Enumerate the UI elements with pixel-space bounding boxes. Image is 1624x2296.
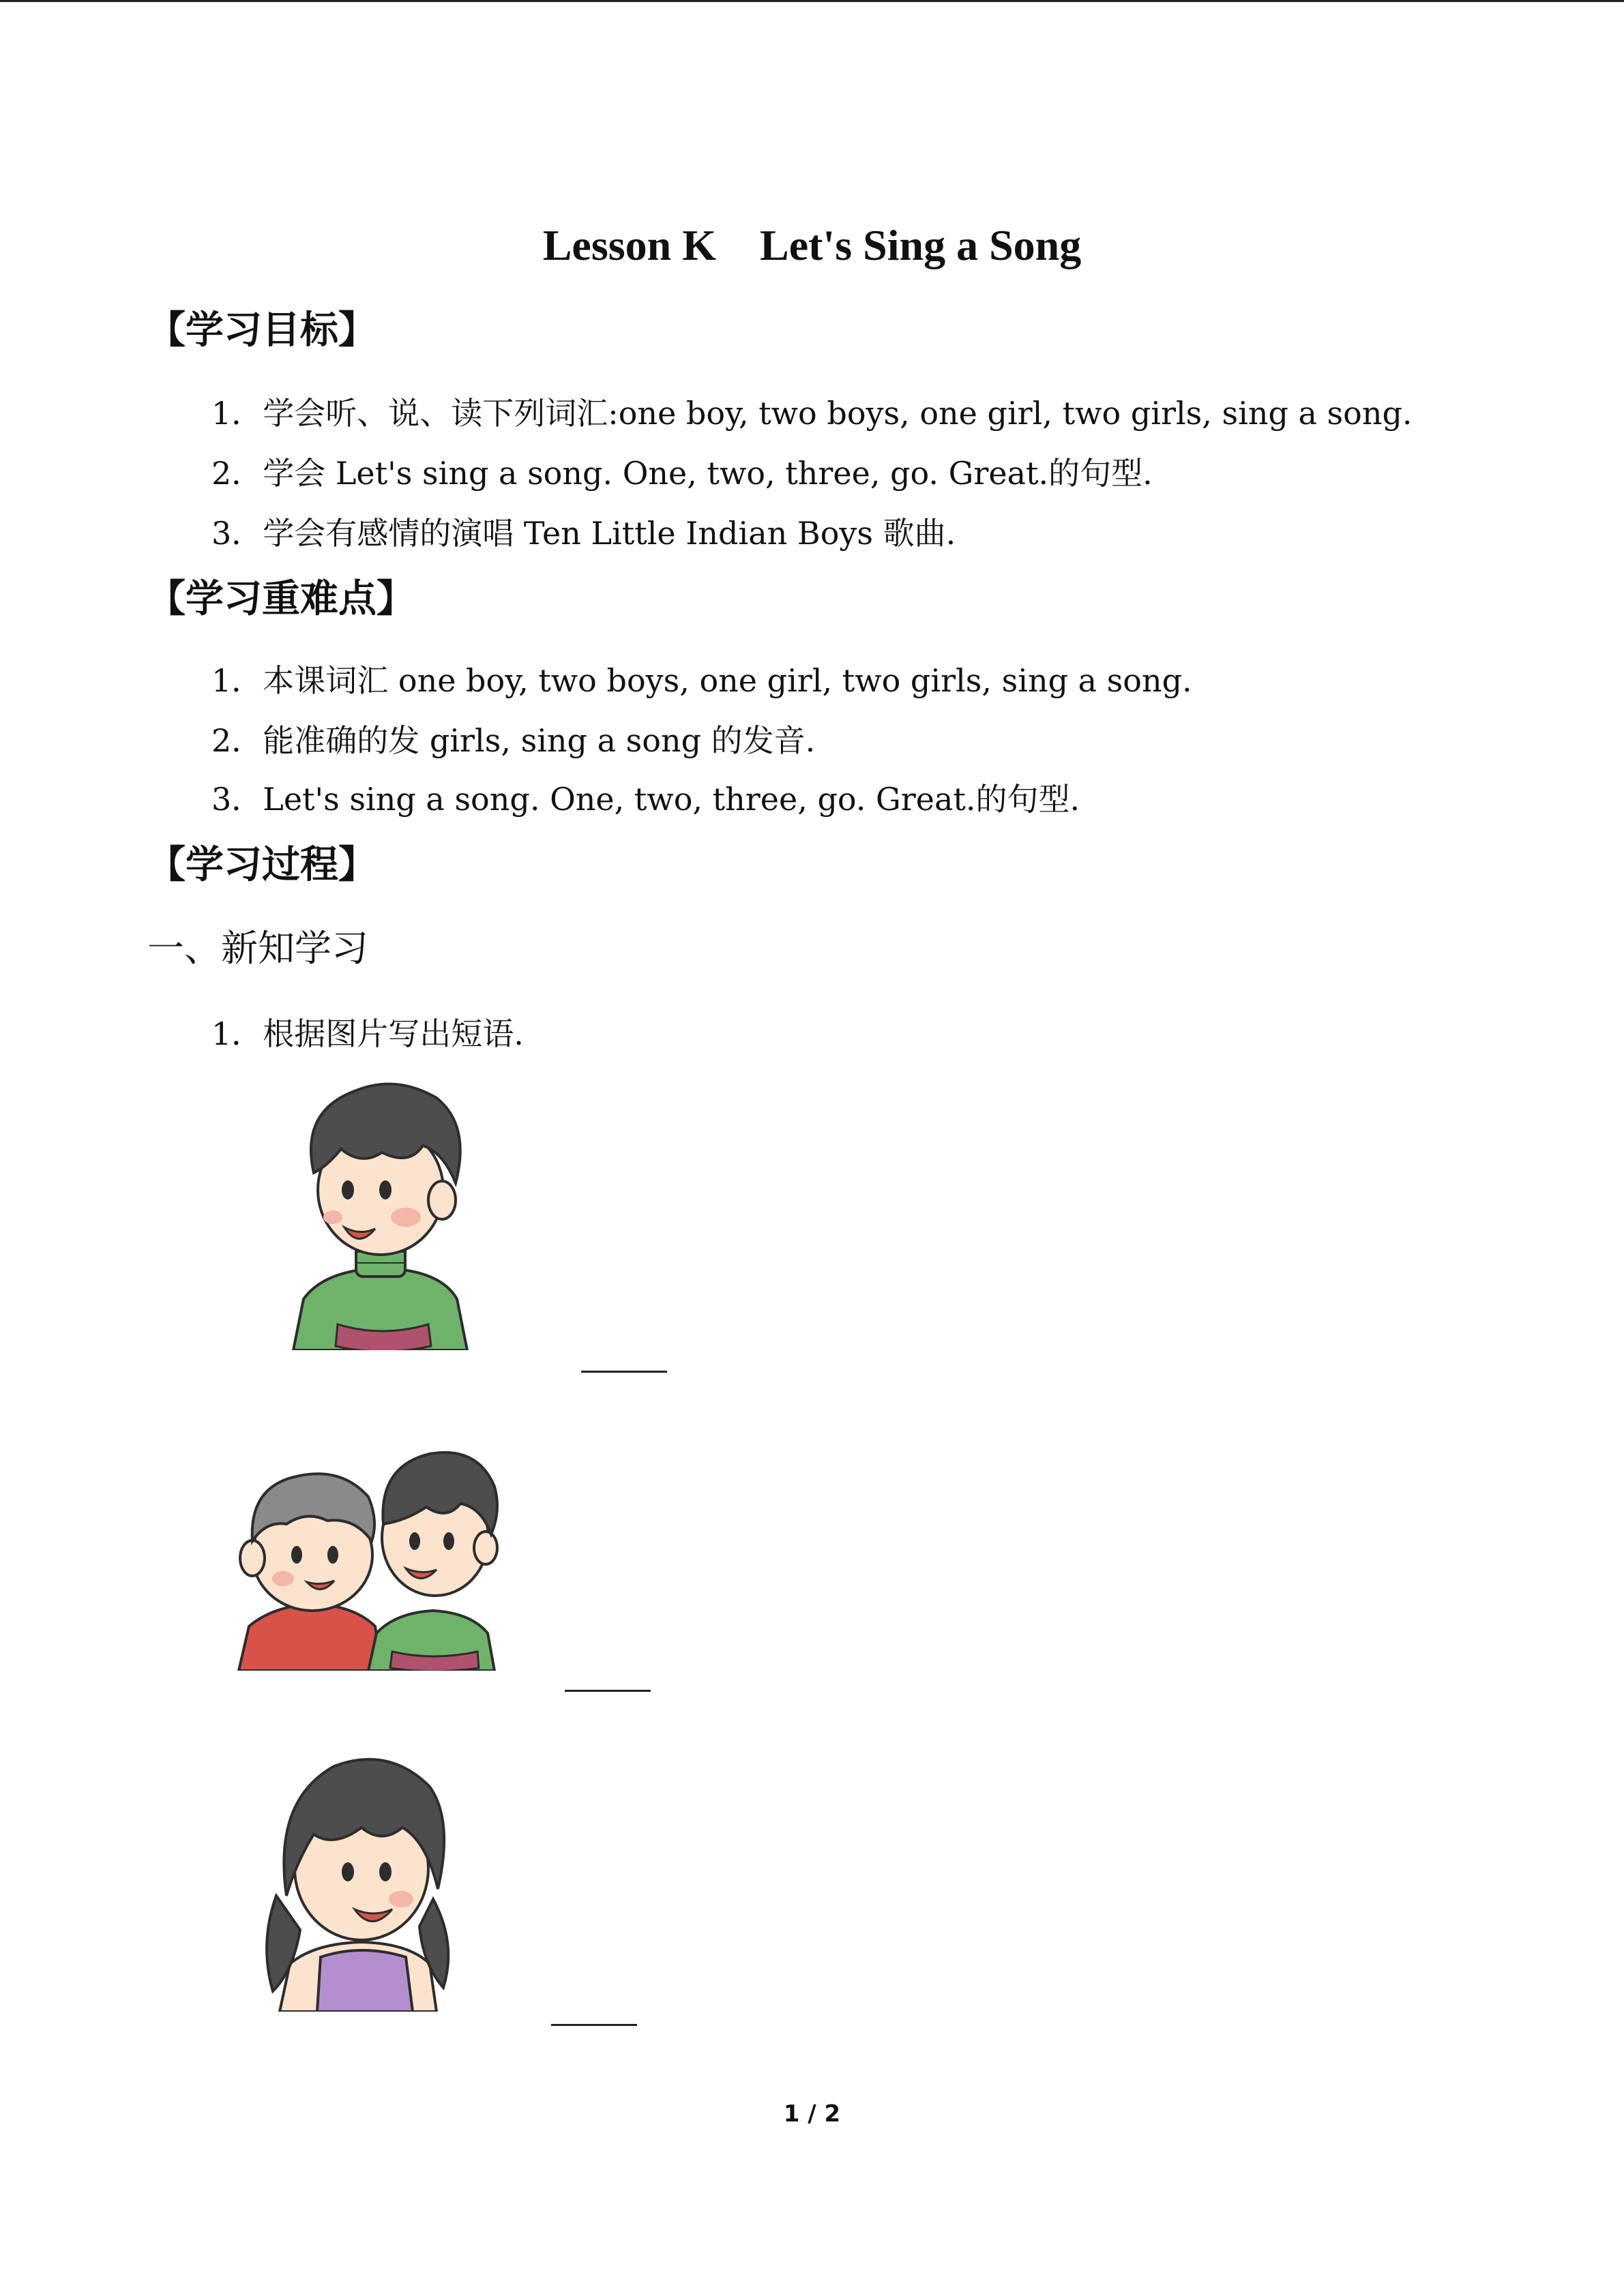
figure-one-girl [259, 1739, 464, 2012]
answer-blank-1[interactable] [581, 1371, 667, 1373]
answer-blank-3[interactable] [551, 2024, 637, 2026]
figure-one-boy [273, 1071, 491, 1350]
answer-blank-2[interactable] [565, 1690, 651, 1692]
section-new-learning: 一、新知学习 [147, 927, 368, 970]
key-point-item-3: 3．Let's sing a song. One, two, three, go. Great.的句型. [211, 781, 1080, 818]
objective-item-1: 1．学会听、说、读下列词汇:one boy, two boys, one girl, two girls, sing a song. [211, 395, 1413, 432]
key-point-item-2: 2．能准确的发 girls, sing a song 的发音. [211, 722, 816, 759]
page-number: 1 / 2 [783, 2100, 841, 2128]
key-point-item-1: 1．本课词汇 one boy, two boys, one girl, two girls, sing a song. [211, 662, 1192, 699]
task-1-instruction: 1．根据图片写出短语. [211, 1015, 524, 1052]
page-top-border [0, 0, 1624, 2]
key-points-heading: 【学习重难点】 [147, 577, 415, 621]
figure-two-boys [232, 1439, 518, 1671]
page-title: Lesson K Let's Sing a Song [542, 221, 1082, 269]
objective-item-2: 2．学会 Let's sing a song. One, two, three, go. Great.的句型. [211, 455, 1153, 492]
process-heading: 【学习过程】 [147, 843, 377, 887]
objectives-heading: 【学习目标】 [147, 308, 377, 353]
objective-item-3: 3．学会有感情的演唱 Ten Little Indian Boys 歌曲. [211, 515, 956, 552]
